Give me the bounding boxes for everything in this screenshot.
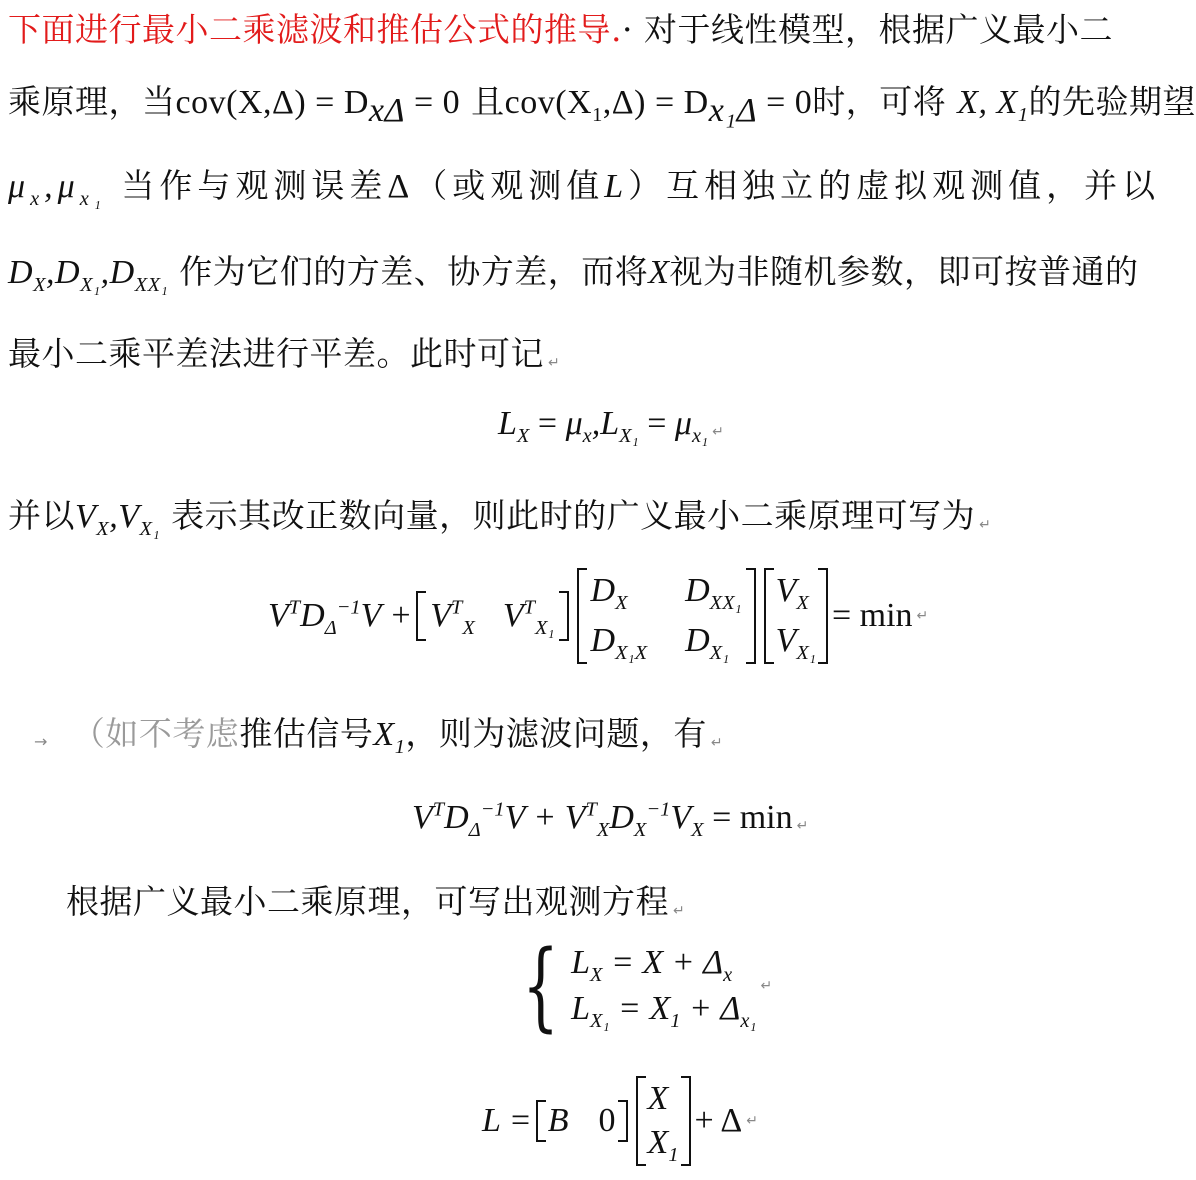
left-brace: {: [522, 930, 559, 1042]
paragraph-line-1: [8, 4, 1113, 51]
parameter-vector: X $X_1$: [636, 1076, 691, 1166]
v-vars: $V_X,V_{X_1}$: [75, 498, 161, 540]
equation-system: $L_X = X + \Delta_x$ $L_{X_1} = X_1 + \Delta_{x_1}$: [571, 944, 757, 1032]
X-symbol: X: [648, 254, 670, 291]
line2-prefix: 乘原理，当: [8, 82, 176, 121]
tab-arrow-icon: →: [34, 732, 48, 751]
L-symbol: L: [604, 168, 629, 205]
equation-3: $V^TD_\Delta^{-1}V + V^T_XD_X^{-1}V_X = \min$ ↵: [412, 798, 809, 841]
d-vars: $D_X,D_{X_1},D_{XX_1}$: [8, 254, 169, 296]
paragraph-2: 并以$V_X,V_{X_1}$ 表示其改正数向量，则此时的广义最小二乘原理可写为 ↵: [8, 496, 992, 540]
equation-2: $V^TD_\Delta^{-1}V$ + $V^T_X$ $V^T_{X_1}$ $D_X$ $D_{XX_1}$ $D_{X_1X}$ $D_{X_1}$ $V_X$ $V_{X_1}$ = min ↵: [268, 568, 928, 664]
covariance-matrix: $D_X$ $D_{XX_1}$ $D_{X_1X}$ $D_{X_1}$: [577, 568, 756, 664]
equation-1: $L_X = \mu_x,L_{X_1} = \mu_{x_1}$ ↵: [498, 405, 724, 447]
line1-text: · 对于线性模型，根据广义最小二: [622, 10, 1113, 49]
paragraph-4: 根据广义最小二乘原理，可写出观测方程 ↵: [66, 882, 686, 921]
line5-text: 最小二乘平差法进行平差。此时可记: [8, 334, 544, 373]
line4-text: 作为它们的方差、协方差，而将: [179, 252, 649, 291]
cov-formula-2: $cov(X_1,\Delta) = D_{x_1\Delta} = 0$: [504, 84, 813, 129]
and-text: 且: [471, 82, 505, 121]
delta-symbol: Δ: [387, 168, 415, 205]
line2-suffix: 时，可将: [812, 82, 947, 121]
section-heading: 下面进行最小二乘滤波和推估公式的推导.: [8, 10, 622, 49]
paragraph-line-3: [8, 160, 1161, 210]
paragraph-line-4: [8, 246, 1139, 296]
mu-vars: $\mu_x,\mu_{x_1}$: [8, 168, 106, 210]
line4-text2: 视为非随机参数，即可按普通的: [669, 252, 1139, 291]
equation-4: { $L_X = X + \Delta_x$ $L_{X_1} = X_1 + \Delta_{x_1}$ ↵: [522, 930, 773, 1042]
paragraph-line-2: [8, 76, 1196, 129]
line3-text2: （或观测值: [414, 166, 605, 205]
line2-end: 的先验期望: [1028, 82, 1196, 121]
vars-x: X, $X_1$: [957, 84, 1029, 126]
row-vector: $V^T_X$ $V^T_{X_1}$: [416, 591, 568, 641]
paragraph-3: → （如不考虑推估信号$X_1$，则为滤波问题，有 ↵: [34, 714, 724, 758]
cov-formula-1: $cov(X,\Delta) = D_{x\Delta} = 0$: [175, 84, 461, 129]
line3-text3: ）互相独立的虚拟观测值，并以: [628, 166, 1161, 205]
return-mark: ↵: [548, 355, 561, 371]
line3-text: 当作与观测误差: [121, 166, 388, 205]
equation-5: L = B 0 X $X_1$ + Δ ↵: [482, 1076, 758, 1166]
design-matrix: B 0: [536, 1100, 628, 1142]
paragraph-line-5: [8, 328, 560, 375]
column-vector: $V_X$ $V_{X_1}$: [764, 568, 828, 664]
